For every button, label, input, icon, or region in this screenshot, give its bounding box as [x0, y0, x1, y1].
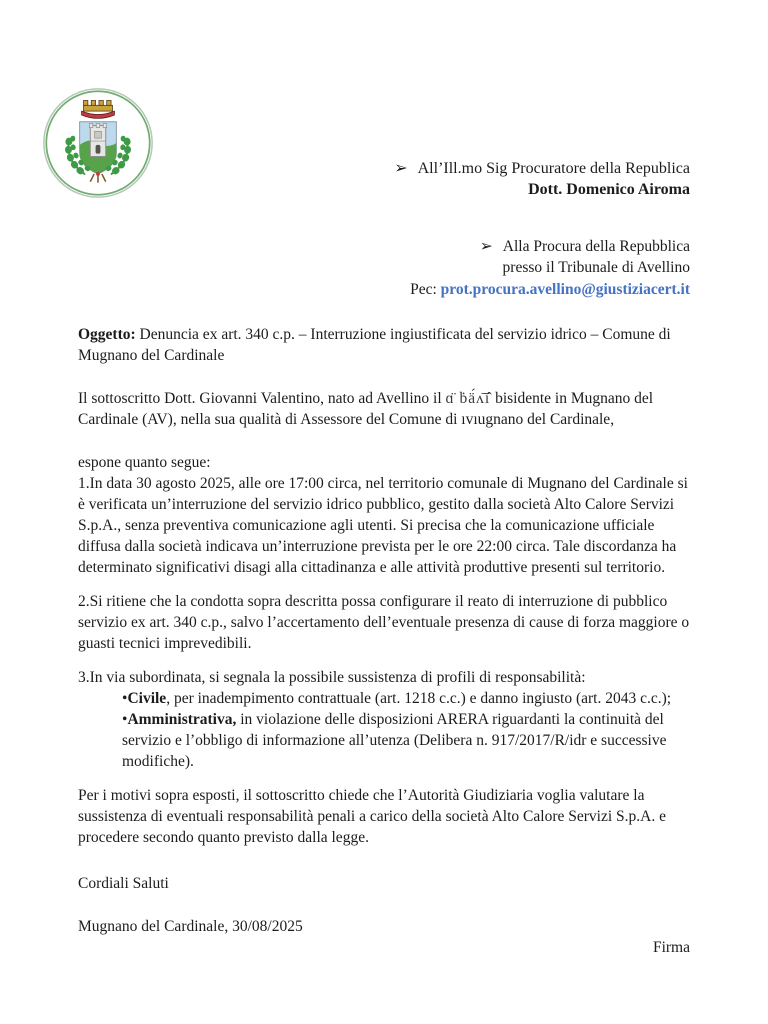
arrowhead-bullet-icon: ➢	[479, 238, 493, 255]
recipient-line-procuratore	[78, 158, 690, 179]
recipient-line-tribunale: presso il Tribunale di Avellino	[502, 259, 690, 276]
signature-label: Firma	[652, 939, 690, 956]
recipient-line-procura	[78, 236, 690, 257]
subject-line	[78, 324, 690, 366]
recipient-block-primary	[78, 158, 690, 200]
intro-text-after: bisidente in Mugnano del Cardinale (AV), nella sua qualità di Assessore del Comune di ıvıugnano del Cardinale,	[78, 390, 654, 428]
bullet-amministrativa-text: in violazione delle disposizioni ARERA riguardanti la continuità del servizio e l’obbligo di informazione all’utenza (Delibera n. 917/2017/R/idr e successive modifiche).	[122, 711, 667, 770]
place-and-date: Mugnano del Cardinale, 30/08/2025	[78, 918, 303, 935]
letter-content	[78, 0, 690, 958]
point-1: 1.In data 30 agosto 2025, alle ore 17:00 circa, nel territorio comunale di Mugnano del Cardinale si è verificata un’interruzione del servizio idrico pubblico, gestito dalla società Alto Calore Servizi S.p.A., senza preventiva comunicazione agli utenti. Si precisa che la comunicazione ufficiale diffusa dalla società indicava un’interruzione prevista per le ore 22:00 circa. Tale discordanza ha determinato significativi disagi alla cittadinanza e alle attività produttive presenti sul territorio.	[78, 475, 688, 576]
pec-line	[78, 279, 690, 300]
redacted-birthdate: ɑ̈ ḃä́ʌ̄ī̂	[445, 390, 496, 407]
subject-text: Denuncia ex art. 340 c.p. – Interruzione ingiustificata del servizio idrico – Comune di Mugnano del Cardinale	[78, 326, 671, 364]
bullet-civile-label: Civile	[127, 690, 167, 707]
point-2: 2.Si ritiene che la condotta sopra descritta possa configurare il reato di interruzione di pubblico servizio ex art. 340 c.p., salvo l’accertamento dell’eventuale presenza di cause di forza maggiore o guasti tecnici imprevedibili.	[78, 593, 690, 652]
intro-paragraph	[78, 388, 690, 430]
point-3-block	[78, 667, 690, 772]
intro-text-before: Il sottoscritto Dott. Giovanni Valentino, nato ad Avellino il	[78, 390, 446, 407]
point-3-intro: 3.In via subordinata, si segnala la possibile sussistenza di profili di responsabilità:	[78, 669, 586, 686]
bullet-icon: •	[122, 711, 128, 728]
arrowhead-bullet-icon: ➢	[394, 160, 408, 177]
salutation: Cordiali Saluti	[78, 875, 169, 892]
recipient-block-procura	[78, 236, 690, 300]
pec-label: Pec:	[410, 281, 441, 298]
bullet-civile	[122, 688, 690, 709]
bullet-amministrativa	[122, 709, 690, 772]
bullet-amministrativa-label: Amministrativa,	[127, 711, 237, 728]
bullet-civile-text: , per inadempimento contrattuale (art. 1218 c.c.) e danno ingiusto (art. 2043 c.c.);	[166, 690, 672, 707]
closing-request-paragraph: Per i motivi sopra esposti, il sottoscritto chiede che l’Autorità Giudiziaria voglia valutare la sussistenza di eventuali responsabilità penali a carico della società Alto Calore Servizi S.p.A. e procedere secondo quanto previsto dalla legge.	[78, 787, 666, 846]
recipient-name: Dott. Domenico Airoma	[528, 181, 690, 198]
subject-label: Oggetto:	[78, 326, 136, 343]
expose-lead: espone quanto segue:	[78, 454, 211, 471]
recipient-procuratore-text: All’Ill.mo Sig Procuratore della Republica	[417, 160, 690, 177]
bullet-icon: •	[122, 690, 128, 707]
expose-block	[78, 452, 690, 578]
recipient-procura-text: Alla Procura della Repubblica	[502, 238, 690, 255]
pec-email-link[interactable]: prot.procura.avellino@giustiziacert.it	[440, 281, 690, 298]
